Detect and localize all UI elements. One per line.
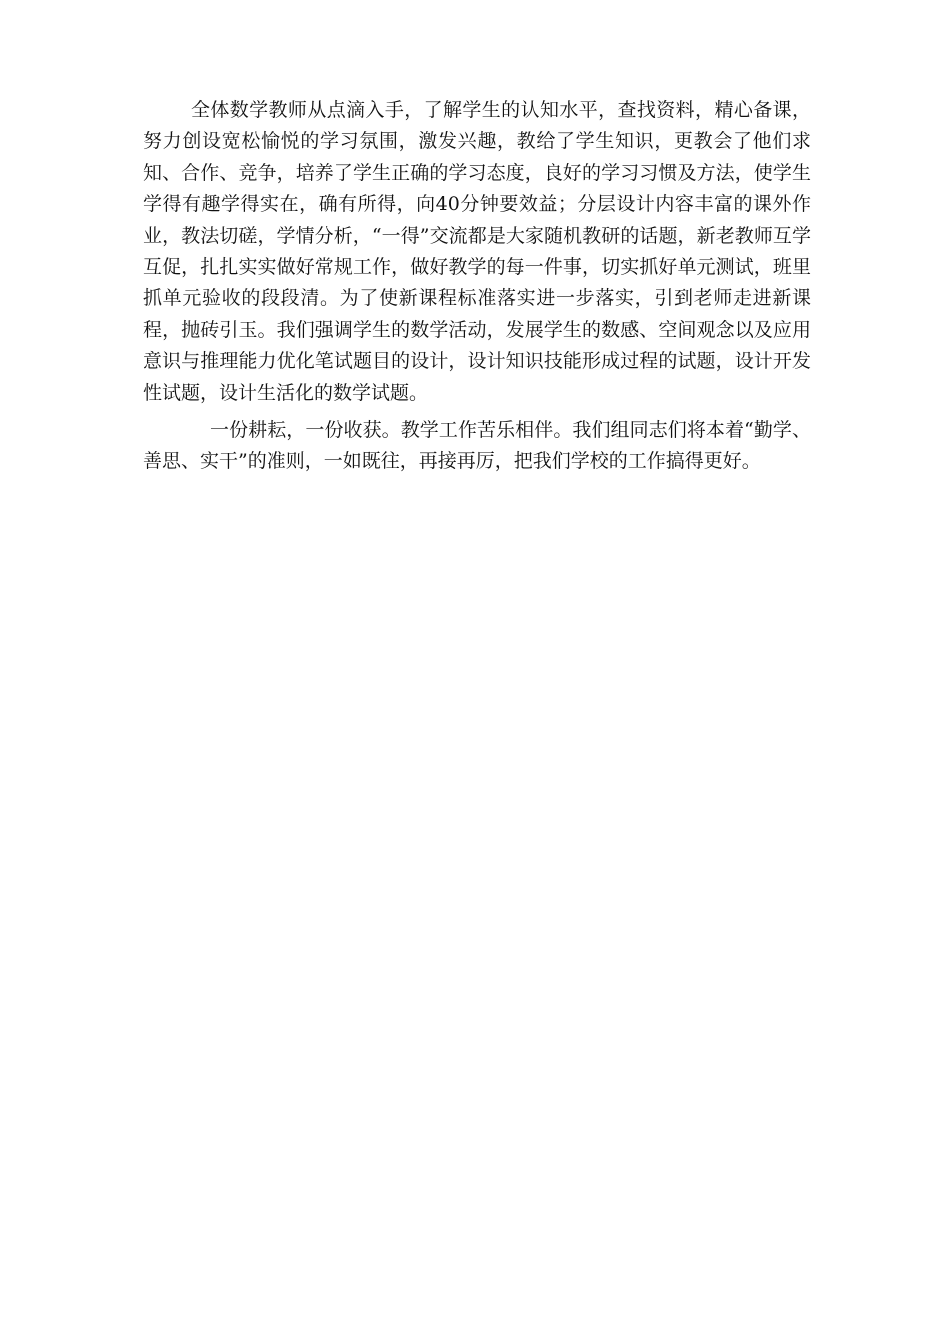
paragraph-1: 全体数学教师从点滴入手，了解学生的认知水平，查找资料，精心备课，努力创设宽松愉悦的学习氛围，激发兴趣，教给了学生知识，更教会了他们求知、合作、竞争，培养了学生正确的学习态度，良好的学习习惯及方法，使学生学得有趣学得实在，确有所得，向40分钟要效益；分层设计内容丰富的课外作业，教法切磋，学情分析，“一得”交流都是大家随机教研的话题，新老教师互学互促，扎扎实实做好常规工作，做好教学的每一件事，切实抓好单元测试，班里抓单元验收的段段清。为了使新课程标准落实进一步落实，引到老师走进新课程，抛砖引玉。我们强调学生的数学活动，发展学生的数感、空间观念以及应用意识与推理能力优化笔试题目的设计，设计知识技能形成过程的试题，设计开发性试题，设计生活化的数学试题。 bbox=[143, 99, 811, 404]
paragraph-2: 一份耕耘，一份收获。教学工作苦乐相伴。我们组同志们将本着“勤学、善思、实干”的准则，一如既往，再接再厉，把我们学校的工作搞得更好。 bbox=[143, 419, 811, 473]
document-body bbox=[143, 95, 811, 478]
